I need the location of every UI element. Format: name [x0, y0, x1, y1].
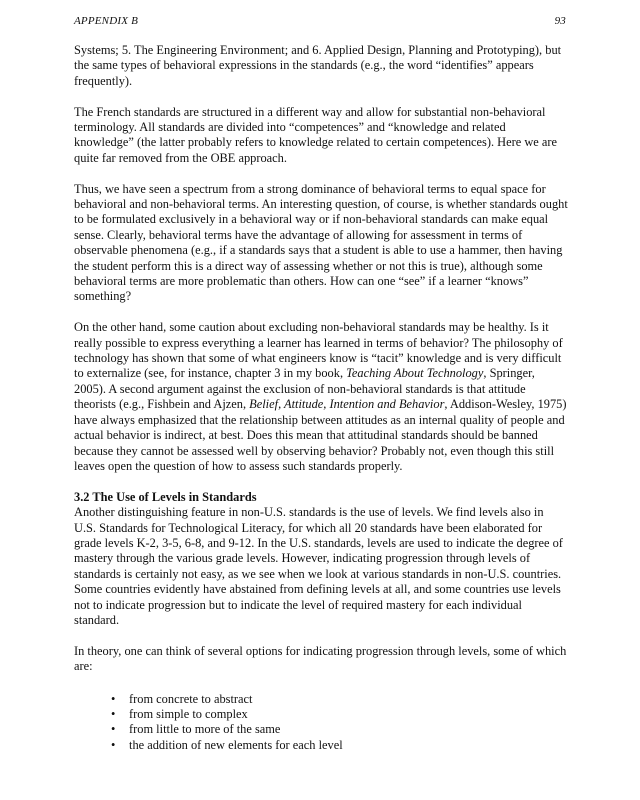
bullet-icon: • — [111, 722, 116, 737]
bullet-icon: • — [111, 706, 116, 721]
header-title: APPENDIX B — [74, 15, 139, 27]
bullet-icon: • — [111, 737, 116, 752]
paragraph-4-part-b: , Springer, 2005). A second argument against the exclusion of non-behavioral standards is that attitude theorists (e.g., Fishbein and Ajzen, — [74, 366, 535, 412]
book-title-teaching-about-technology: Teaching About Technology — [346, 366, 484, 381]
list-item — [111, 706, 568, 722]
bullet-icon: • — [111, 691, 116, 706]
paragraph-5: Another distinguishing feature in non-U.S. standards is the use of levels. We find levels also in U.S. Standards for Technological Literacy, for which all 20 standards have been elaborated for grade levels K-2, 3-5, 6-8, and 9-12. In the U.S. standards, levels are used to indicate the degree of mastery through the various grade levels. However, indicating progression through levels of standards is certainly not easy, as we see when we look at various standards in non-U.S. countries. Some countries evidently have abstained from defining levels at all, and some countries use levels not to indicate progression but to indicate the level of required mastery for each individual standard. — [74, 505, 563, 627]
paragraph-1: Systems; 5. The Engineering Environment; and 6. Applied Design, Planning and Prototyping), but the same types of behavioral expressions in the standards (e.g., the word “identifies” appears frequently). — [74, 43, 562, 88]
paragraph-4-part-c: , Addison-Wesley, 1975) have always emphasized that the relationship between attitudes as an internal quality of people and actual behavior is indirect, at best. Does this mean that attitudinal standards should be banned because they cannot be assessed well by observing behavior? Probably not, even though this still leaves open the question of how to assess such standards properly. — [74, 397, 567, 473]
progression-options-list — [74, 692, 568, 754]
paragraph-6: In theory, one can think of several options for indicating progression through levels, some of which are: — [74, 643, 567, 674]
list-item — [111, 737, 568, 753]
paragraph-4 — [74, 320, 568, 474]
book-title-belief-attitude: Belief, Attitude, Intention and Behavior — [249, 397, 445, 412]
list-item-text: the addition of new elements for each level — [129, 737, 343, 752]
list-item — [111, 691, 568, 707]
paragraph-3: Thus, we have seen a spectrum from a strong dominance of behavioral terms to equal space for behavioral and non-behavioral terms. An interesting question, of course, is whether standards ought to be formulated exclusively in a behavioral way or if non-behavioral standards can make equal sense. Clearly, behavioral terms have the advantage of allowing for assessment in terms of observable phenomena (e.g., if a standards says that a student is able to use a hammer, then having the student perform this is a direct way of assessing whether or not this is true), although some behavioral terms are more problematic than others. How can one “see” if a learner “knows” something? — [74, 181, 568, 304]
paragraph-2: The French standards are structured in a different way and allow for substantial non-behavioral terminology. All standards are divided into “competences” and “knowledge and related knowledge” (the latter probably refers to knowledge related to certain competences). Here we are quite far removed from the OBE approach. — [74, 104, 558, 165]
list-item-text: from little to more of the same — [129, 722, 281, 737]
list-item-text: from simple to complex — [129, 706, 248, 721]
paragraph-4-part-a: On the other hand, some caution about excluding non-behavioral standards may be healthy. Is it really possible to express everything a learner has learned in terms of behavior? The philosophy of technology has shown that some of what engineers know is “tacit” knowledge and is very difficult to externalize (see, for instance, chapter 3 in my book, — [74, 320, 563, 381]
list-item — [111, 722, 568, 737]
page-number: 93 — [554, 15, 566, 27]
list-item-text: from concrete to abstract — [129, 691, 253, 706]
body-text — [74, 43, 568, 753]
section-heading: 3.2 The Use of Levels in Standards — [74, 489, 257, 504]
